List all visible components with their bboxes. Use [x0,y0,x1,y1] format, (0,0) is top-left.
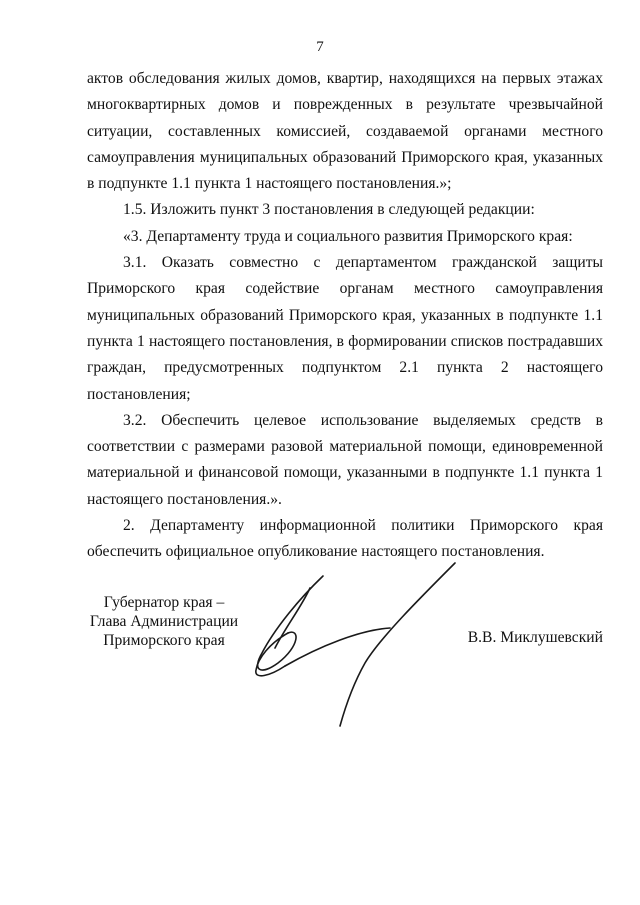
paragraph: 3.1. Оказать совместно с департаментом гражданской защиты Приморского края содействие органам местного самоуправления муниципальных образований Приморского края, указанных в подпункте 1.1 пункта 1 настоящего постановления, в формировании списков пострадавших граждан, предусмотренных подпунктом 2.1 пункта 2 настоящего постановления; [87,254,603,403]
body-text [87,66,603,566]
handwritten-signature [240,558,470,728]
signatory-title [79,593,249,650]
signatory-title-line: Приморского края [103,632,225,649]
page-number: 7 [316,39,324,55]
paragraph: 1.5. Изложить пункт 3 постановления в следующей редакции: [123,201,535,219]
paragraph: 3.2. Обеспечить целевое использование выделяемых средств в соответствии с размерами разовой материальной помощи, единовременной материальной и финансовой помощи, указанными в подпункте 1.1 пункта 1 настоящего постановления.». [87,411,603,508]
paragraph: 2. Департаменту информационной политики Приморского края обеспечить официальное опубликование настоящего постановления. [87,517,603,561]
paragraph: «3. Департаменту труда и социального развития Приморского края: [123,227,573,245]
signatory-title-line: Глава Администрации [89,613,239,630]
paragraph: актов обследования жилых домов, квартир, находящихся на первых этажах многоквартирных домов и поврежденных в результате чрезвычайной ситуации, составленных комиссией, создаваемой органами местного самоуправления муниципальных образований Приморского края, указанных в подпункте 1.1 пункта 1 настоящего постановления.»; [87,70,603,193]
signatory-name: В.В. Миклушевский [467,629,603,646]
signatory-title-line: Губернатор края – [103,594,225,611]
